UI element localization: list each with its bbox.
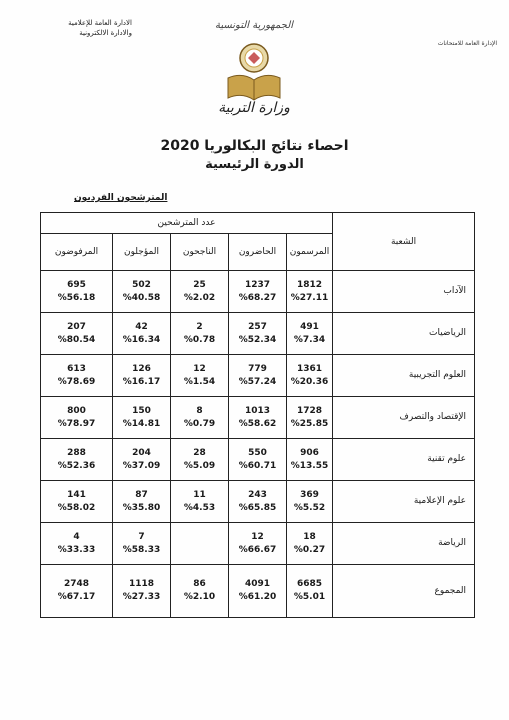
republic-label: الجمهورية التونسية bbox=[214, 20, 294, 31]
table-cell bbox=[171, 397, 229, 439]
cell-count: 257 bbox=[248, 321, 267, 332]
cell-percent: %67.17 bbox=[57, 592, 96, 602]
cell-percent: %16.34 bbox=[122, 334, 161, 345]
cell-count: 12 bbox=[193, 363, 206, 374]
table-row bbox=[41, 397, 475, 439]
cell-count: 11 bbox=[193, 489, 206, 500]
table-cell bbox=[113, 523, 171, 565]
branch-name: الآداب bbox=[333, 271, 475, 313]
cell-count: 1728 bbox=[296, 405, 323, 416]
cell-percent: %2.02 bbox=[183, 292, 216, 303]
table-cell bbox=[41, 271, 113, 313]
cell-count: 1812 bbox=[296, 279, 323, 290]
col-header-deferred: المؤجلون bbox=[113, 234, 171, 271]
table-cell bbox=[229, 439, 287, 481]
cell-count: 613 bbox=[67, 363, 86, 374]
cell-percent: %14.81 bbox=[122, 418, 161, 429]
branch-name: الرياضة bbox=[333, 523, 475, 565]
table-row bbox=[41, 355, 475, 397]
col-header-passed: الناجحون bbox=[171, 234, 229, 271]
results-table bbox=[40, 212, 475, 618]
cell-percent: %60.71 bbox=[238, 460, 277, 471]
branch-name: العلوم التجريبية bbox=[333, 355, 475, 397]
cell-percent: %27.33 bbox=[122, 592, 161, 602]
cell-percent: %16.17 bbox=[122, 376, 161, 387]
cell-percent: %58.33 bbox=[122, 544, 161, 555]
branch-name: الرياضيات bbox=[333, 313, 475, 355]
table-cell bbox=[287, 397, 333, 439]
cell-count: 4091 bbox=[244, 579, 271, 589]
cell-count: 42 bbox=[135, 321, 148, 332]
table-row bbox=[41, 271, 475, 313]
table-cell bbox=[171, 565, 229, 618]
table-cell bbox=[229, 313, 287, 355]
table-row bbox=[41, 565, 475, 618]
cell-percent: %1.54 bbox=[183, 376, 216, 387]
cell-percent: %27.11 bbox=[290, 292, 329, 303]
table-cell bbox=[171, 523, 229, 565]
page-subtitle: الدورة الرئيسية bbox=[205, 157, 304, 172]
cell-count: 2 bbox=[196, 321, 203, 332]
cell-percent: %20.36 bbox=[290, 376, 329, 387]
col-header-rejected: المرفوضون bbox=[41, 234, 113, 271]
cell-percent: %5.09 bbox=[183, 460, 216, 471]
cell-percent: %33.33 bbox=[57, 544, 96, 555]
cell-count: 4 bbox=[73, 531, 80, 542]
table-cell bbox=[287, 481, 333, 523]
cell-percent: %13.55 bbox=[290, 460, 329, 471]
cell-percent: %56.18 bbox=[57, 292, 96, 303]
table-row bbox=[41, 481, 475, 523]
table-cell bbox=[113, 355, 171, 397]
table-cell bbox=[113, 397, 171, 439]
cell-count: 25 bbox=[193, 279, 206, 290]
cell-count: 141 bbox=[67, 489, 86, 500]
cell-count: 6685 bbox=[296, 579, 323, 589]
cell-percent: %2.10 bbox=[183, 592, 216, 602]
table-cell bbox=[171, 439, 229, 481]
table-cell bbox=[229, 397, 287, 439]
ministry-label: وزارة التربية bbox=[218, 100, 290, 116]
cell-count: 779 bbox=[248, 363, 267, 374]
table-cell bbox=[171, 313, 229, 355]
cell-percent: %0.79 bbox=[183, 418, 216, 429]
cell-count: 1361 bbox=[296, 363, 323, 374]
table-cell bbox=[41, 313, 113, 355]
table-cell bbox=[113, 439, 171, 481]
cell-percent: %80.54 bbox=[57, 334, 96, 345]
header-left bbox=[12, 18, 132, 38]
cell-percent: %0.78 bbox=[183, 334, 216, 345]
cell-count: 906 bbox=[300, 447, 319, 458]
cell-count: 28 bbox=[193, 447, 206, 458]
branch-name: علوم الإعلامية bbox=[333, 481, 475, 523]
cell-percent: %40.58 bbox=[122, 292, 161, 303]
table-cell bbox=[41, 397, 113, 439]
cell-percent: %78.69 bbox=[57, 376, 96, 387]
branch-name: الإقتصاد والتصرف bbox=[333, 397, 475, 439]
table-cell bbox=[229, 523, 287, 565]
branch-name: المجموع bbox=[333, 565, 475, 618]
cell-count: 1118 bbox=[128, 579, 155, 589]
header-right: الإدارة العامة للامتحانات bbox=[437, 40, 497, 47]
cell-percent: %0.27 bbox=[293, 544, 326, 555]
table-cell bbox=[171, 355, 229, 397]
table-cell bbox=[287, 565, 333, 618]
header-left-line1: الادارة العامة للإعلامية bbox=[68, 19, 132, 27]
table-cell bbox=[41, 481, 113, 523]
table-cell bbox=[287, 523, 333, 565]
cell-count: 126 bbox=[132, 363, 151, 374]
cell-percent: %35.80 bbox=[122, 502, 161, 513]
cell-count: 491 bbox=[300, 321, 319, 332]
cell-count: 86 bbox=[193, 579, 206, 589]
cell-count: 2748 bbox=[63, 579, 90, 589]
cell-count: 8 bbox=[196, 405, 203, 416]
cell-percent: %65.85 bbox=[238, 502, 277, 513]
cell-count: 800 bbox=[67, 405, 86, 416]
table-cell bbox=[287, 271, 333, 313]
cell-percent: %4.53 bbox=[183, 502, 216, 513]
cell-count: 695 bbox=[67, 279, 86, 290]
cell-percent: %61.20 bbox=[238, 592, 277, 602]
col-header-present: الحاضرون bbox=[229, 234, 287, 271]
table-row bbox=[41, 439, 475, 481]
cell-percent: %37.09 bbox=[122, 460, 161, 471]
table-cell bbox=[229, 271, 287, 313]
cell-count: 502 bbox=[132, 279, 151, 290]
cell-count: 550 bbox=[248, 447, 267, 458]
table-cell bbox=[171, 271, 229, 313]
table-cell bbox=[229, 565, 287, 618]
count-header: عدد المترشحين bbox=[41, 213, 333, 234]
table-cell bbox=[229, 355, 287, 397]
branch-name: علوم تقنية bbox=[333, 439, 475, 481]
page-title: احصاء نتائج البكالوريا 2020 bbox=[160, 138, 349, 154]
cell-percent: %58.02 bbox=[57, 502, 96, 513]
cell-percent: %57.24 bbox=[238, 376, 277, 387]
table-cell bbox=[229, 481, 287, 523]
table-body bbox=[41, 271, 475, 618]
cell-percent: %58.62 bbox=[238, 418, 277, 429]
table-cell bbox=[287, 313, 333, 355]
cell-count: 150 bbox=[132, 405, 151, 416]
table-cell bbox=[113, 481, 171, 523]
header-left-line2: والادارة الالكترونية bbox=[79, 29, 132, 37]
cell-count: 369 bbox=[300, 489, 319, 500]
cell-percent: %52.34 bbox=[238, 334, 277, 345]
cell-percent: %5.01 bbox=[293, 592, 326, 602]
cell-count: 207 bbox=[67, 321, 86, 332]
cell-percent: %5.52 bbox=[293, 502, 326, 513]
cell-count: 243 bbox=[248, 489, 267, 500]
cell-count: 7 bbox=[138, 531, 145, 542]
cell-count: 204 bbox=[132, 447, 151, 458]
table-cell bbox=[41, 439, 113, 481]
table-cell bbox=[113, 271, 171, 313]
table-cell bbox=[41, 523, 113, 565]
cell-percent: %78.97 bbox=[57, 418, 96, 429]
table-cell bbox=[113, 565, 171, 618]
cell-percent: %68.27 bbox=[238, 292, 277, 303]
cell-percent: %7.34 bbox=[293, 334, 326, 345]
table-row bbox=[41, 313, 475, 355]
cell-percent: %52.36 bbox=[57, 460, 96, 471]
cell-count: 87 bbox=[135, 489, 148, 500]
table-cell bbox=[41, 355, 113, 397]
cell-count: 1237 bbox=[244, 279, 271, 290]
cell-count: 18 bbox=[303, 531, 316, 542]
cell-percent: %25.85 bbox=[290, 418, 329, 429]
cell-percent: %66.67 bbox=[238, 544, 277, 555]
cell-count: 288 bbox=[67, 447, 86, 458]
table-cell bbox=[41, 565, 113, 618]
table-row bbox=[41, 523, 475, 565]
table-cell bbox=[113, 313, 171, 355]
cell-count: 1013 bbox=[244, 405, 271, 416]
candidates-label: المترشحون الفرديون bbox=[74, 193, 168, 203]
table-cell bbox=[287, 355, 333, 397]
branch-header: الشعبة bbox=[333, 213, 475, 271]
table-cell bbox=[171, 481, 229, 523]
cell-count: 12 bbox=[251, 531, 264, 542]
col-header-registered: المرسمون bbox=[287, 234, 333, 271]
table-cell bbox=[287, 439, 333, 481]
